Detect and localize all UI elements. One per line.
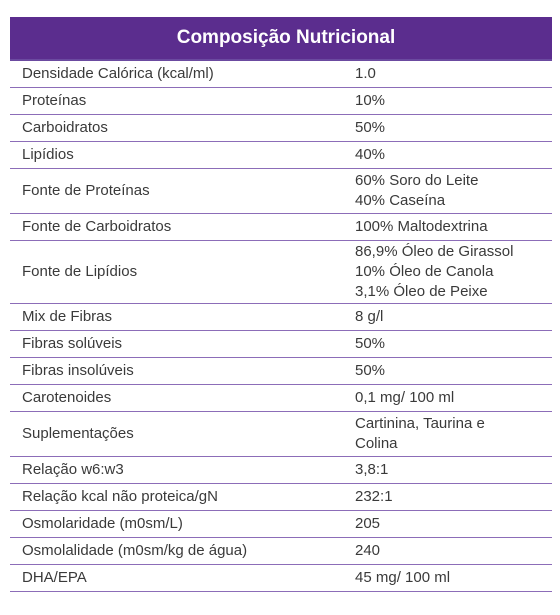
row-value [343, 385, 552, 412]
row-value [343, 511, 552, 538]
row-value-line: 60% Soro do Leite [355, 172, 479, 189]
row-label: Mix de Fibras [10, 304, 343, 331]
row-label: Fonte de Proteínas [10, 169, 343, 214]
row-value-line: 232:1 [355, 488, 393, 505]
table-row [10, 169, 552, 214]
row-value-line: 40% Caseína [355, 192, 446, 209]
row-label: Proteínas [10, 88, 343, 115]
row-label: Densidade Calórica (kcal/ml) [10, 61, 343, 88]
table-row [10, 511, 552, 538]
row-label: Fibras insolúveis [10, 358, 343, 385]
row-value [343, 484, 552, 511]
row-value [343, 115, 552, 142]
row-value [343, 241, 552, 304]
row-label: Fonte de Lipídios [10, 241, 343, 304]
table-row [10, 61, 552, 88]
row-value [343, 331, 552, 358]
row-value-line: 50% [355, 119, 386, 136]
row-label: Carotenoides [10, 385, 343, 412]
row-value-line: 3,1% Óleo de Peixe [355, 283, 488, 300]
row-value-line: 205 [355, 515, 381, 532]
row-value-line: 45 mg/ 100 ml [355, 569, 451, 586]
row-value [343, 565, 552, 592]
row-label: Osmolaridade (m0sm/L) [10, 511, 343, 538]
row-label: Osmolalidade (m0sm/kg de água) [10, 538, 343, 565]
row-value [343, 304, 552, 331]
row-value-line: Cartinina, Taurina e [355, 415, 485, 432]
row-value [343, 142, 552, 169]
row-label: DHA/EPA [10, 565, 343, 592]
row-value-line: 100% Maltodextrina [355, 218, 488, 235]
row-value-line: 8 g/l [355, 308, 384, 325]
row-value-line: 10% Óleo de Canola [355, 263, 494, 280]
row-value-line: 50% [355, 362, 386, 379]
table-row [10, 331, 552, 358]
row-label: Relação w6:w3 [10, 457, 343, 484]
table-row [10, 412, 552, 457]
table-row [10, 304, 552, 331]
table-row [10, 115, 552, 142]
row-label: Suplementações [10, 412, 343, 457]
table-row [10, 484, 552, 511]
table-title: Composição Nutricional [176, 27, 396, 48]
nutrition-table-card [10, 17, 552, 592]
row-value [343, 538, 552, 565]
row-label: Carboidratos [10, 115, 343, 142]
row-value-line: 3,8:1 [355, 461, 389, 478]
row-value-line: 50% [355, 335, 386, 352]
row-value [343, 61, 552, 88]
row-label: Fonte de Carboidratos [10, 214, 343, 241]
table-row [10, 565, 552, 592]
row-label: Lipídios [10, 142, 343, 169]
row-value [343, 88, 552, 115]
table-row [10, 142, 552, 169]
table-row [10, 358, 552, 385]
row-label: Relação kcal não proteica/gN [10, 484, 343, 511]
nutrition-table [10, 61, 552, 592]
row-value-line: Colina [355, 435, 398, 452]
row-value [343, 358, 552, 385]
row-value-line: 240 [355, 542, 381, 559]
table-row [10, 385, 552, 412]
table-row [10, 241, 552, 304]
table-row [10, 214, 552, 241]
row-value-line: 10% [355, 92, 386, 109]
row-value-line: 0,1 mg/ 100 ml [355, 389, 455, 406]
table-row [10, 88, 552, 115]
table-header [10, 17, 552, 61]
row-value-line: 86,9% Óleo de Girassol [355, 243, 514, 260]
row-value [343, 412, 552, 457]
row-value [343, 169, 552, 214]
table-row [10, 457, 552, 484]
row-value [343, 457, 552, 484]
nutrition-table-body [10, 61, 552, 592]
row-value-line: 40% [355, 146, 386, 163]
row-label: Fibras solúveis [10, 331, 343, 358]
table-row [10, 538, 552, 565]
row-value-line: 1.0 [355, 65, 376, 82]
row-value [343, 214, 552, 241]
